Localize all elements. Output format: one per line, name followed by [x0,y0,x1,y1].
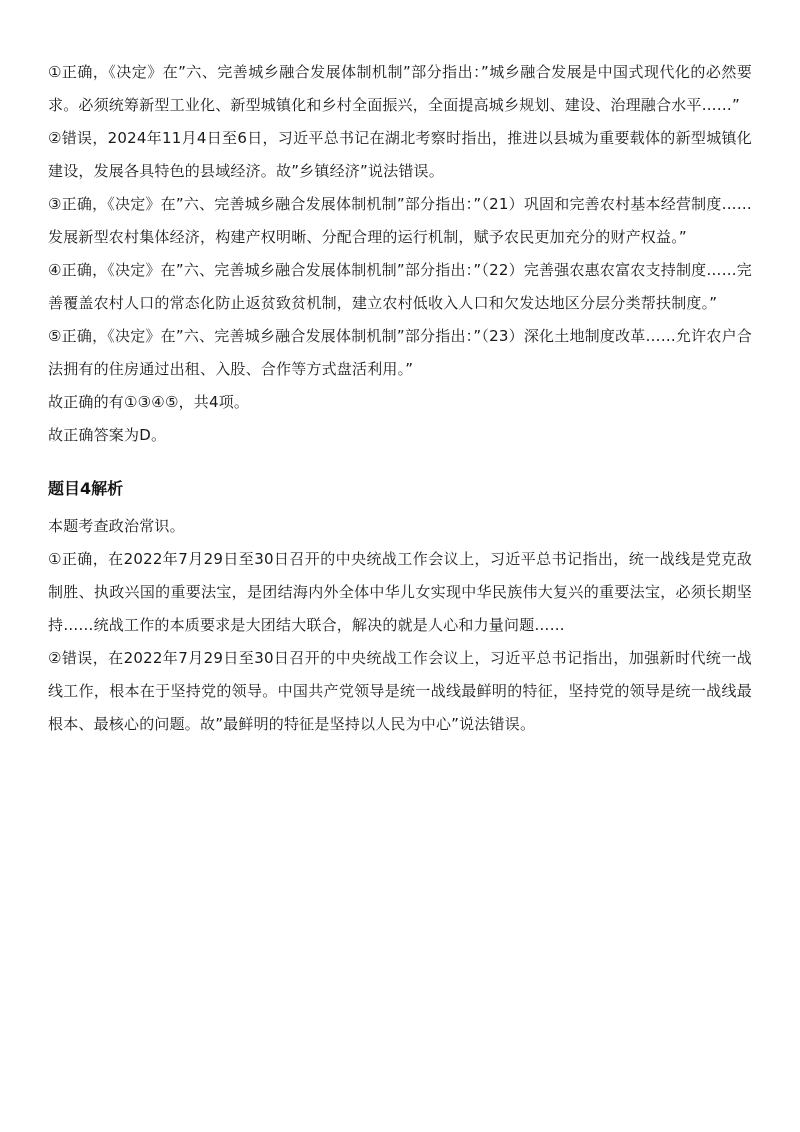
analysis-item-1: ①正确，在2022年7月29日至30日召开的中央统战工作会议上，习近平总书记指出，统一战线是党克敌制胜、执政兴国的重要法宝，是团结海内外全体中华儿女实现中华民族伟大复兴的重要法宝，必须长期坚持……统战工作的本质要求是大团结大联合，解决的就是人心和力量问题…… [48,550,752,634]
analysis-item-4: ④正确，《决定》在”六、完善城乡融合发展体制机制”部分指出：”（22）完善强农惠农富农支持制度……完善覆盖农村人口的常态化防止返贫致贫机制，建立农村低收入人口和欠发达地区分层分类帮扶制度。” [48,261,752,312]
question-4-analysis [48,474,752,741]
conclusion-count: 故正确的有①③④⑤，共4项。 [48,393,250,411]
section-intro: 本题考查政治常识。 [48,517,185,535]
question-3-analysis [48,56,752,452]
analysis-item-2: ②错误，在2022年7月29日至30日召开的中央统战工作会议上，习近平总书记指出，加强新时代统一战线工作，根本在于坚持党的领导。中国共产党领导是统一战线最鲜明的特征，坚持党的领导是统一战线最根本、最核心的问题。故”最鲜明的特征是坚持以人民为中心”说法错误。 [48,649,752,733]
analysis-item-5: ⑤正确，《决定》在”六、完善城乡融合发展体制机制”部分指出：”（23）深化土地制度改革……允许农户合法拥有的住房通过出租、入股、合作等方式盘活利用。” [48,327,752,378]
analysis-item-3: ③正确，《决定》在”六、完善城乡融合发展体制机制”部分指出：”（21）巩固和完善农村基本经营制度……发展新型农村集体经济，构建产权明晰、分配合理的运行机制，赋予农民更加充分的财产权益。” [48,195,752,246]
conclusion-answer: 故正确答案为D。 [48,426,167,444]
section-title: 题目4解析 [48,479,124,498]
analysis-item-2: ②错误，2024年11月4日至6日，习近平总书记在湖北考察时指出，推进以县城为重要载体的新型城镇化建设，发展各具特色的县域经济。故”乡镇经济”说法错误。 [48,129,752,180]
analysis-item-1: ①正确，《决定》在”六、完善城乡融合发展体制机制”部分指出：”城乡融合发展是中国式现代化的必然要求。必须统筹新型工业化、新型城镇化和乡村全面振兴，全面提高城乡规划、建设、治理融合水平……” [48,63,752,114]
